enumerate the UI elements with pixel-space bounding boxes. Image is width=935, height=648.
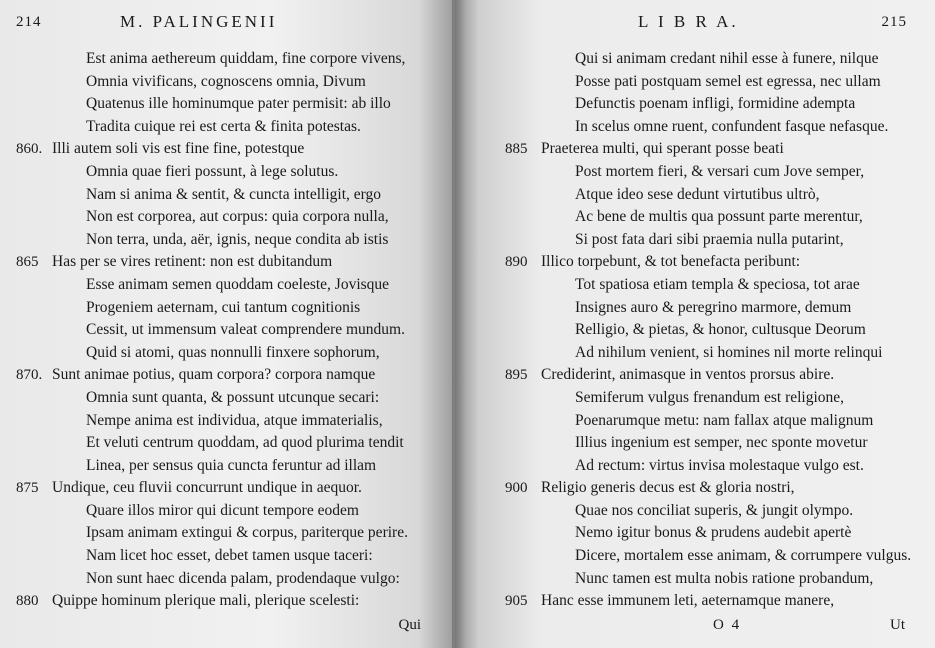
verse-line <box>16 545 446 568</box>
verse-line <box>16 93 446 116</box>
line-text: Semiferum vulgus frenandum est religione, <box>575 388 845 406</box>
verse-line <box>16 206 446 229</box>
verse-line <box>16 410 446 433</box>
verse-line <box>16 138 446 161</box>
verse-line <box>16 590 446 613</box>
line-number: 870. <box>16 367 43 384</box>
line-text: Nempe anima est individua, atque immaterialis, <box>86 411 383 429</box>
line-text: Tradita cuique rei est certa & finita potestas. <box>86 117 361 135</box>
verse-line <box>16 116 446 139</box>
line-text: Est anima aethereum quiddam, fine corpore vivens, <box>86 50 406 67</box>
verse-line <box>16 297 446 320</box>
line-text: Nemo igitur bonus & prudens audebit apertè <box>575 524 852 542</box>
verse-line <box>505 251 930 274</box>
line-text: Ad nihilum venient, si homines nil morte relinqui <box>575 343 883 361</box>
left-catchword: Qui <box>398 617 421 633</box>
line-number: 875 <box>16 480 39 497</box>
line-text: Omnia sunt quanta, & possunt utcunque secari: <box>86 388 380 406</box>
verse-line <box>16 364 446 387</box>
line-number: 885 <box>505 141 528 158</box>
line-text: Sunt animae potius, quam corpora? corpora namque <box>52 366 376 384</box>
line-text: Omnia quae fieri possunt, à lege solutus. <box>86 162 339 180</box>
line-text: Et veluti centrum quoddam, ad quod plurima tendit <box>86 434 404 452</box>
verse-line <box>505 342 930 365</box>
line-text: Tot spatiosa etiam templa & speciosa, tot arae <box>575 275 860 293</box>
line-number: 860. <box>16 141 43 158</box>
verse-line <box>505 522 930 545</box>
verse-line <box>505 319 930 342</box>
line-text: Defunctis poenam infligi, formidine adempta <box>575 95 856 113</box>
line-number: 865 <box>16 254 39 271</box>
line-text: Quatenus ille hominumque pater permisit: ab illo <box>86 95 391 113</box>
line-text: Omnia vivificans, cognoscens omnia, Divum <box>86 72 366 90</box>
line-text: Praeterea multi, qui sperant posse beati <box>541 140 784 158</box>
right-running-head: L I B R A. <box>638 12 739 31</box>
left-page-number: 214 <box>16 14 42 30</box>
line-text: Undique, ceu fluvii concurrunt undique in aequor. <box>52 479 362 497</box>
line-text: Quid si atomi, quas nonnulli finxere sophorum, <box>86 343 380 361</box>
left-verse-lines <box>16 48 446 613</box>
verse-line <box>505 568 930 591</box>
verse-line <box>16 387 446 410</box>
line-text: Ipsam animam extingui & corpus, pariterque perire. <box>86 524 408 542</box>
line-text: Qui si animam credant nihil esse à funere, nilque <box>575 50 879 67</box>
verse-line <box>505 48 930 71</box>
right-page-number: 215 <box>881 14 907 30</box>
line-text: Quae nos conciliat superis, & jungit olympo. <box>575 501 854 519</box>
verse-line <box>16 319 446 342</box>
verse-line <box>505 477 930 500</box>
verse-line <box>16 161 446 184</box>
line-text: Has per se vires retinent: non est dubitandum <box>52 253 333 271</box>
verse-line <box>505 71 930 94</box>
line-number: 895 <box>505 367 528 384</box>
line-text: Crediderint, animasque in ventos prorsus abire. <box>541 366 835 384</box>
line-text: Dicere, mortalem esse animam, & corrumpere vulgus. <box>575 547 912 565</box>
line-text: Religio generis decus est & gloria nostri, <box>541 479 795 497</box>
line-text: Linea, per sensus quia cuncta feruntur ad illam <box>86 456 377 474</box>
verse-line <box>505 410 930 433</box>
line-text: Nam licet hoc esset, debet tamen usque taceri: <box>86 547 373 565</box>
line-text: Atque ideo sese dedunt virtutibus ultrò, <box>575 185 820 203</box>
right-page <box>455 0 935 648</box>
line-text: Relligio, & pietas, & honor, cultusque Deorum <box>575 321 866 339</box>
line-number: 905 <box>505 593 528 610</box>
signature-mark: O 4 <box>713 617 742 633</box>
line-text: In scelus omne ruent, confundent fasque nefasque. <box>575 117 889 135</box>
verse-line <box>16 477 446 500</box>
verse-line <box>16 229 446 252</box>
verse-line <box>505 455 930 478</box>
verse-line <box>16 500 446 523</box>
verse-line <box>505 274 930 297</box>
verse-line <box>505 545 930 568</box>
line-text: Ac bene de multis qua possunt parte merentur, <box>575 208 863 226</box>
verse-line <box>505 387 930 410</box>
line-text: Poenarumque metu: nam fallax atque malignum <box>575 411 874 429</box>
verse-line <box>505 590 930 613</box>
verse-line <box>16 48 446 71</box>
verse-line <box>16 568 446 591</box>
verse-line <box>16 251 446 274</box>
line-text: Insignes auro & peregrino marmore, demum <box>575 298 852 316</box>
line-number: 900 <box>505 480 528 497</box>
line-text: Ad rectum: virtus invisa molestaque vulgo est. <box>575 456 864 474</box>
line-text: Quare illos miror qui dicunt tempore eodem <box>86 501 359 519</box>
line-text: Progeniem aeternam, cui tantum cognitionis <box>86 298 361 316</box>
line-text: Nunc tamen est multa nobis ratione probandum, <box>575 569 874 587</box>
verse-line <box>16 522 446 545</box>
verse-line <box>505 184 930 207</box>
line-text: Non est corporea, aut corpus: quia corpora nulla, <box>86 208 389 226</box>
verse-line <box>16 274 446 297</box>
line-number: 880 <box>16 593 39 610</box>
left-running-head: M. PALINGENII <box>120 12 278 31</box>
line-text: Illius ingenium est semper, nec sponte movetur <box>575 434 868 452</box>
line-text: Post mortem fieri, & versari cum Jove semper, <box>575 162 865 180</box>
right-verse-lines <box>505 48 930 613</box>
line-text: Illico torpebunt, & tot benefacta peribunt: <box>541 253 801 271</box>
line-text: Si post fata dari sibi praemia nulla putarint, <box>575 230 844 248</box>
verse-line <box>505 161 930 184</box>
line-text: Cessit, ut immensum valeat comprendere mundum. <box>86 321 405 339</box>
left-page <box>0 0 455 648</box>
verse-line <box>505 93 930 116</box>
verse-line <box>505 364 930 387</box>
line-text: Posse pati postquam semel est egressa, nec ullam <box>575 72 881 90</box>
verse-line <box>505 500 930 523</box>
line-text: Non terra, unda, aër, ignis, neque condita ab istis <box>86 230 389 248</box>
verse-line <box>16 342 446 365</box>
verse-line <box>505 432 930 455</box>
verse-line <box>505 229 930 252</box>
line-text: Quippe hominum plerique mali, plerique scelesti: <box>52 592 360 610</box>
verse-line <box>505 138 930 161</box>
verse-line <box>16 184 446 207</box>
line-text: Illi autem soli vis est fine fine, potestque <box>52 140 305 158</box>
line-number: 890 <box>505 254 528 271</box>
verse-line <box>16 71 446 94</box>
right-catchword: Ut <box>890 617 905 633</box>
verse-line <box>505 116 930 139</box>
line-text: Hanc esse immunem leti, aeternamque manere, <box>541 592 835 610</box>
line-text: Nam si anima & sentit, & cuncta intelligit, ergo <box>86 185 382 203</box>
verse-line <box>505 206 930 229</box>
verse-line <box>16 455 446 478</box>
verse-line <box>16 432 446 455</box>
line-text: Non sunt haec dicenda palam, prodendaque vulgo: <box>86 569 400 587</box>
line-text: Esse animam semen quoddam coeleste, Jovisque <box>86 275 390 293</box>
verse-line <box>505 297 930 320</box>
